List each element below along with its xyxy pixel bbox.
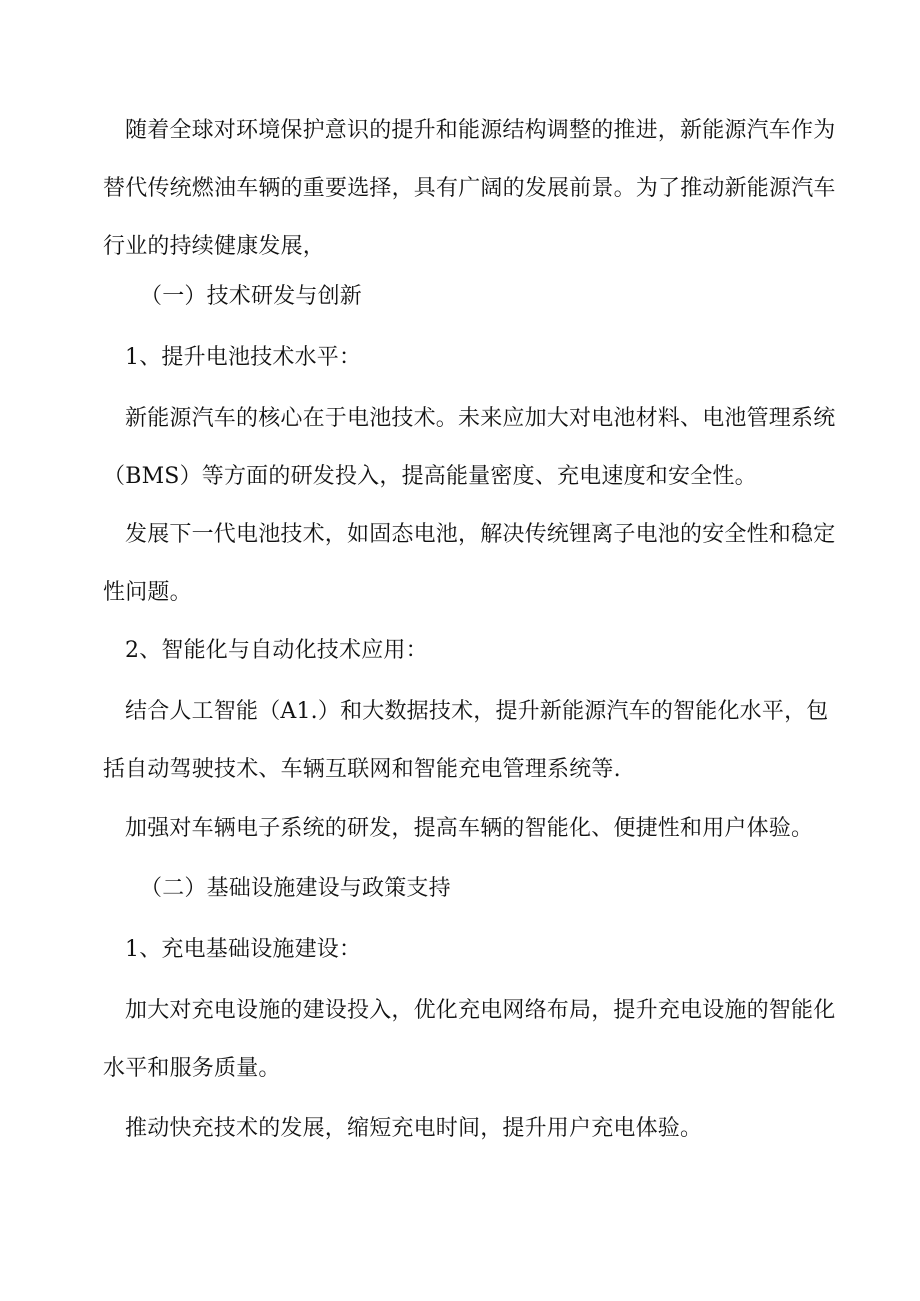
section-heading-1: （一）技术研发与创新 <box>140 284 363 309</box>
section-heading-2: （二）基础设施建设与政策支持 <box>140 876 451 901</box>
subheading-intelligence: 2、智能化与自动化技术应用： <box>125 638 428 663</box>
intro-paragraph: 随着全球对环境保护意识的提升和能源结构调整的推进，新能源汽车作为替代传统燃油车辆的重要选择，具有广阔的发展前景。为了推动新能源汽车行业的持续健康发展， <box>103 118 836 259</box>
intelligence-paragraph-2: 加强对车辆电子系统的研发，提高车辆的智能化、便捷性和用户体验。 <box>125 816 814 841</box>
charging-paragraph-2: 推动快充技术的发展，缩短充电时间，提升用户充电体验。 <box>125 1116 703 1141</box>
subheading-battery: 1、提升电池技术水平： <box>125 345 362 370</box>
battery-paragraph-1: 新能源汽车的核心在于电池技术。未来应加大对电池材料、电池管理系统（BMS）等方面的研发投入，提高能量密度、充电速度和安全性。 <box>103 406 836 489</box>
intelligence-paragraph-1: 结合人工智能（A1.）和大数据技术，提升新能源汽车的智能化水平，包括自动驾驶技术、车辆互联网和智能充电管理系统等. <box>103 699 829 782</box>
battery-paragraph-2: 发展下一代电池技术，如固态电池，解决传统锂离子电池的安全性和稳定性问题。 <box>103 522 836 605</box>
charging-paragraph-1: 加大对充电设施的建设投入，优化充电网络布局，提升充电设施的智能化水平和服务质量。 <box>103 998 836 1081</box>
subheading-charging: 1、充电基础设施建设： <box>125 937 362 962</box>
